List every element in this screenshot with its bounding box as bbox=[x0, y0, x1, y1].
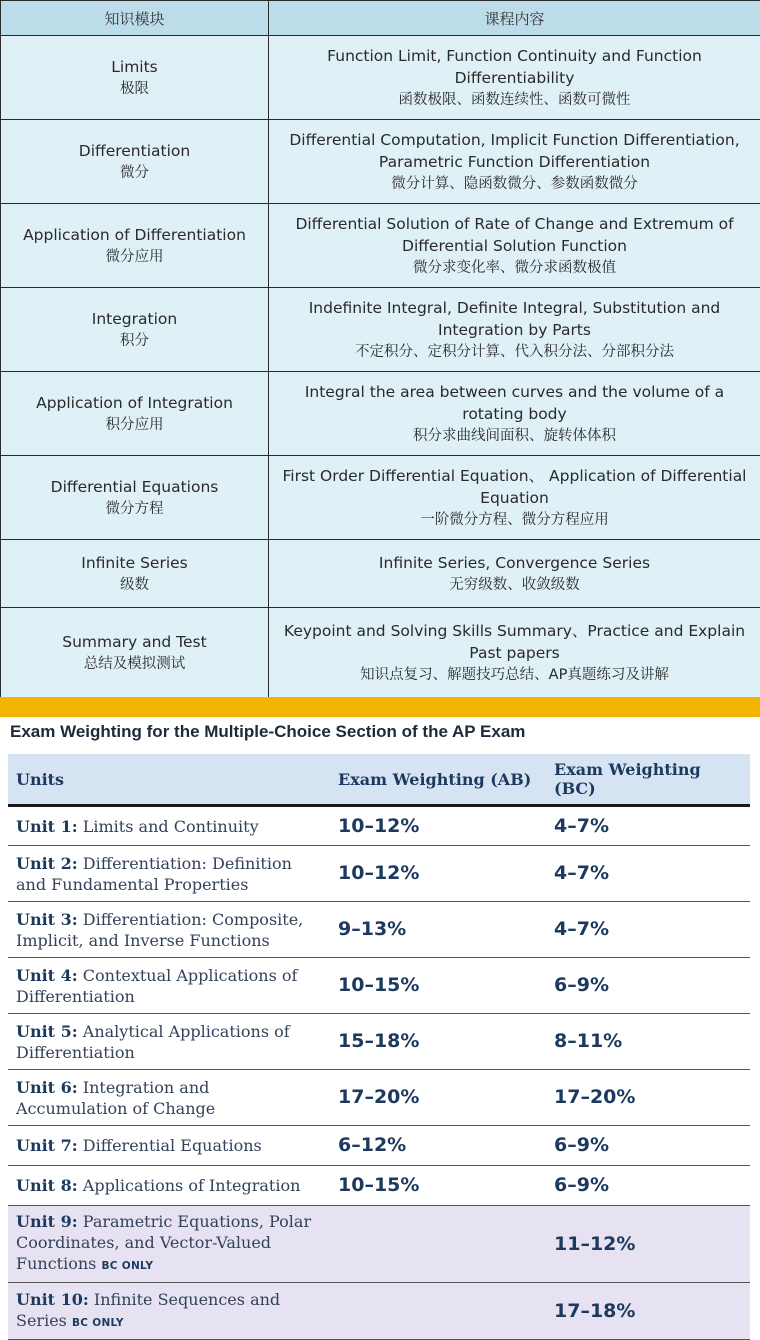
unit-cell bbox=[8, 1070, 330, 1126]
header-content: 课程内容 bbox=[269, 1, 760, 36]
content-en: Indefinite Integral, Definite Integral, Substitution and Integration by Parts bbox=[273, 297, 756, 341]
unit-cell bbox=[8, 1283, 330, 1340]
unit-number: Unit 2: bbox=[16, 854, 78, 873]
course-header-row bbox=[1, 1, 760, 36]
exam-body bbox=[8, 806, 750, 1340]
course-row bbox=[1, 456, 760, 540]
module-zh: 微分应用 bbox=[5, 246, 264, 268]
bc-weight: 17–18% bbox=[546, 1283, 750, 1340]
exam-header-row bbox=[8, 754, 750, 806]
unit-cell bbox=[8, 902, 330, 958]
bc-weight: 8–11% bbox=[546, 1014, 750, 1070]
exam-row bbox=[8, 1070, 750, 1126]
module-zh: 极限 bbox=[5, 78, 264, 100]
bc-only-badge: BC ONLY bbox=[101, 1260, 153, 1272]
content-en: Differential Solution of Rate of Change and Extremum of Differential Solution Function bbox=[273, 213, 756, 257]
exam-row bbox=[8, 1126, 750, 1166]
course-row bbox=[1, 372, 760, 456]
module-cell bbox=[1, 288, 269, 372]
ab-weight: 10–12% bbox=[330, 806, 546, 846]
bc-weight: 4–7% bbox=[546, 806, 750, 846]
ab-weight bbox=[330, 1283, 546, 1340]
unit-name: Limits and Continuity bbox=[83, 817, 259, 836]
bc-weight: 6–9% bbox=[546, 1126, 750, 1166]
unit-name: Integration and Accumulation of Change bbox=[16, 1078, 215, 1118]
bc-weight: 11–12% bbox=[546, 1206, 750, 1283]
header-module: 知识模块 bbox=[1, 1, 269, 36]
module-en: Differentiation bbox=[5, 140, 264, 162]
unit-cell bbox=[8, 1014, 330, 1070]
bc-weight: 4–7% bbox=[546, 846, 750, 902]
unit-name: Differential Equations bbox=[83, 1136, 262, 1155]
content-en: Function Limit, Function Continuity and Function Differentiability bbox=[273, 45, 756, 89]
exam-row bbox=[8, 806, 750, 846]
ab-weight: 6–12% bbox=[330, 1126, 546, 1166]
module-en: Application of Differentiation bbox=[5, 224, 264, 246]
content-cell bbox=[269, 36, 760, 120]
exam-row bbox=[8, 958, 750, 1014]
module-zh: 微分 bbox=[5, 162, 264, 184]
bc-weight: 4–7% bbox=[546, 902, 750, 958]
content-zh: 函数极限、函数连续性、函数可微性 bbox=[273, 89, 756, 111]
content-en: First Order Differential Equation、 Application of Differential Equation bbox=[273, 465, 756, 509]
module-zh: 积分应用 bbox=[5, 414, 264, 436]
module-en: Application of Integration bbox=[5, 392, 264, 414]
unit-cell bbox=[8, 1206, 330, 1283]
module-zh: 总结及模拟测试 bbox=[5, 653, 264, 675]
content-zh: 不定积分、定积分计算、代入积分法、分部积分法 bbox=[273, 341, 756, 363]
exam-row bbox=[8, 1166, 750, 1206]
module-en: Limits bbox=[5, 56, 264, 78]
course-row bbox=[1, 204, 760, 288]
content-cell bbox=[269, 540, 760, 608]
header-units: Units bbox=[8, 754, 330, 806]
exam-title: Exam Weighting for the Multiple-Choice Section of the AP Exam bbox=[10, 718, 750, 746]
module-en: Infinite Series bbox=[5, 552, 264, 574]
exam-row bbox=[8, 846, 750, 902]
content-zh: 无穷级数、收敛级数 bbox=[273, 574, 756, 596]
unit-cell bbox=[8, 846, 330, 902]
bc-only-badge: BC ONLY bbox=[72, 1317, 124, 1329]
ab-weight: 17–20% bbox=[330, 1070, 546, 1126]
unit-number: Unit 4: bbox=[16, 966, 78, 985]
content-zh: 知识点复习、解题技巧总结、AP真题练习及讲解 bbox=[273, 664, 756, 686]
content-cell bbox=[269, 456, 760, 540]
content-zh: 一阶微分方程、微分方程应用 bbox=[273, 509, 756, 531]
exam-row bbox=[8, 902, 750, 958]
module-cell bbox=[1, 608, 269, 698]
module-zh: 微分方程 bbox=[5, 498, 264, 520]
module-cell bbox=[1, 456, 269, 540]
unit-name: Contextual Applications of Differentiation bbox=[16, 966, 297, 1006]
course-row bbox=[1, 608, 760, 698]
unit-name: Infinite Sequences and Series bbox=[16, 1290, 280, 1330]
unit-number: Unit 8: bbox=[16, 1176, 78, 1195]
module-cell bbox=[1, 120, 269, 204]
module-en: Summary and Test bbox=[5, 631, 264, 653]
unit-number: Unit 9: bbox=[16, 1212, 78, 1231]
content-en: Infinite Series, Convergence Series bbox=[273, 552, 756, 574]
bc-weight: 17–20% bbox=[546, 1070, 750, 1126]
module-cell bbox=[1, 36, 269, 120]
yellow-divider bbox=[0, 697, 760, 717]
ab-weight: 9–13% bbox=[330, 902, 546, 958]
bc-weight: 6–9% bbox=[546, 1166, 750, 1206]
exam-row bbox=[8, 1206, 750, 1283]
module-cell bbox=[1, 372, 269, 456]
content-cell bbox=[269, 288, 760, 372]
unit-number: Unit 1: bbox=[16, 817, 78, 836]
content-en: Integral the area between curves and the volume of a rotating body bbox=[273, 381, 756, 425]
unit-number: Unit 3: bbox=[16, 910, 78, 929]
content-cell bbox=[269, 372, 760, 456]
content-cell bbox=[269, 120, 760, 204]
content-cell bbox=[269, 204, 760, 288]
content-en: Keypoint and Solving Skills Summary、Practice and Explain Past papers bbox=[273, 620, 756, 664]
content-zh: 积分求曲线间面积、旋转体体积 bbox=[273, 425, 756, 447]
module-en: Differential Equations bbox=[5, 476, 264, 498]
unit-cell bbox=[8, 806, 330, 846]
unit-name: Differentiation: Composite, Implicit, and Inverse Functions bbox=[16, 910, 303, 950]
unit-name: Analytical Applications of Differentiation bbox=[16, 1022, 290, 1062]
unit-name: Parametric Equations, Polar Coordinates, and Vector-Valued Functions bbox=[16, 1212, 311, 1273]
module-en: Integration bbox=[5, 308, 264, 330]
module-zh: 级数 bbox=[5, 574, 264, 596]
ab-weight: 15–18% bbox=[330, 1014, 546, 1070]
exam-weighting-table bbox=[8, 754, 750, 1340]
module-zh: 积分 bbox=[5, 330, 264, 352]
unit-cell bbox=[8, 1166, 330, 1206]
unit-name: Differentiation: Definition and Fundamental Properties bbox=[16, 854, 292, 894]
header-bc: Exam Weighting (BC) bbox=[546, 754, 750, 806]
unit-cell bbox=[8, 1126, 330, 1166]
module-cell bbox=[1, 540, 269, 608]
content-zh: 微分计算、隐函数微分、参数函数微分 bbox=[273, 173, 756, 195]
unit-number: Unit 5: bbox=[16, 1022, 78, 1041]
ab-weight: 10–15% bbox=[330, 1166, 546, 1206]
course-row bbox=[1, 288, 760, 372]
bc-weight: 6–9% bbox=[546, 958, 750, 1014]
content-cell bbox=[269, 608, 760, 698]
content-en: Differential Computation, Implicit Function Differentiation, Parametric Function Differentiation bbox=[273, 129, 756, 173]
module-cell bbox=[1, 204, 269, 288]
exam-row bbox=[8, 1283, 750, 1340]
header-ab: Exam Weighting (AB) bbox=[330, 754, 546, 806]
content-zh: 微分求变化率、微分求函数极值 bbox=[273, 257, 756, 279]
unit-number: Unit 6: bbox=[16, 1078, 78, 1097]
unit-cell bbox=[8, 958, 330, 1014]
course-row bbox=[1, 120, 760, 204]
exam-row bbox=[8, 1014, 750, 1070]
ab-weight: 10–15% bbox=[330, 958, 546, 1014]
ab-weight bbox=[330, 1206, 546, 1283]
unit-number: Unit 10: bbox=[16, 1290, 89, 1309]
ab-weight: 10–12% bbox=[330, 846, 546, 902]
course-row bbox=[1, 36, 760, 120]
course-row bbox=[1, 540, 760, 608]
unit-number: Unit 7: bbox=[16, 1136, 78, 1155]
unit-name: Applications of Integration bbox=[83, 1176, 301, 1195]
